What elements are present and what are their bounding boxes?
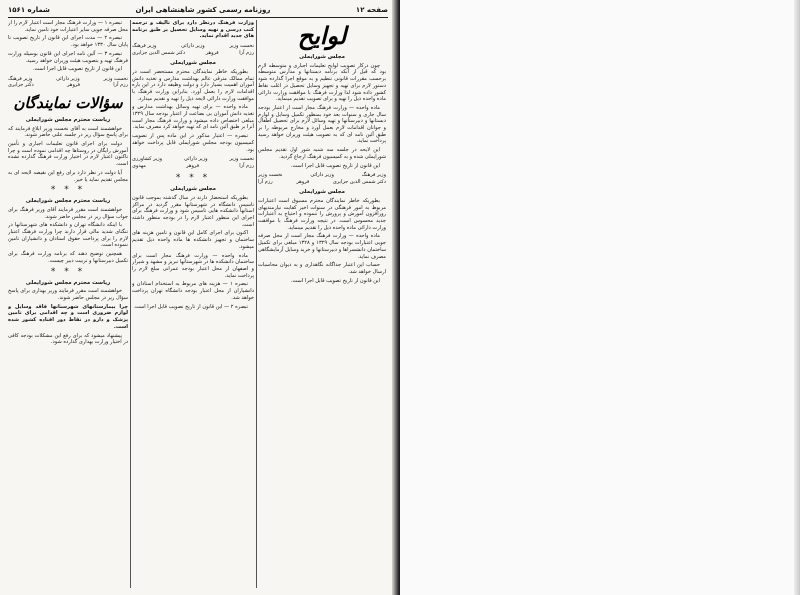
column-divider	[256, 20, 257, 588]
separator-stars: * * *	[175, 173, 211, 184]
addressee-heading: مجلس شورایملی	[299, 189, 345, 196]
signature-name: فروهر	[296, 178, 310, 185]
paragraph: ماده واحده — برای تهیه وسائل بهداشت مدارس و تغذیه دانش آموزان بی بضاعت از اعتبار بودجه سال ۱۳۲۹ مبلغی اختصاص داده میشود و وزارت فرهنگ مجاز است آنرا بر طبق آئین نامه ای که تهیه خواهد کرد مصرف نماید.	[132, 104, 254, 131]
signature-name: دکتر جزایری	[8, 82, 34, 89]
signature-name: مهدوی	[132, 162, 146, 169]
signature-row	[132, 163, 254, 170]
signature-name: نخست وزیر	[229, 156, 254, 163]
paragraph: این قانون از تاریخ تصویب قابل اجرا است.	[290, 162, 380, 169]
separator-stars: * * *	[50, 266, 86, 277]
signature-name: وزیر فرهنگ	[8, 75, 33, 82]
signature-name: رزم آرا	[239, 162, 254, 169]
signature-name: وزیر دارائی	[181, 43, 205, 50]
signature-name: فروهر	[205, 49, 219, 56]
paragraph: این لایحه در جلسه سه شنبه شور اول تقدیم مجلس شورایملی شده و به کمیسیون فرهنگ ارجاع گردید.	[258, 147, 386, 160]
paragraph: این قانون از تاریخ تصویب قابل اجرا است.	[290, 277, 380, 284]
column-divider	[130, 20, 131, 588]
column-left	[8, 20, 128, 588]
paragraph: خواهشمند است مقرر فرمایند وزیر بهداری برای پاسخ سؤال زیر در مجلس حاضر شوند.	[8, 288, 128, 301]
header-page-number: صفحه ۱۲	[355, 5, 388, 14]
addressee-heading: مجلس شورایملی	[170, 186, 216, 193]
paragraph: ماده واحده — وزارت فرهنگ مجاز است از محل صرفه جویی اعتبارات بودجه سال ۱۳۲۹ و ۱۳۲۸ مبلغی برای تکمیل ساختمان دانشسراها و دبیرستانها و خرید وسایل آزمایشگاهی مصرف نماید.	[258, 233, 386, 260]
separator-stars: * * *	[50, 185, 86, 196]
signature-block	[8, 76, 128, 89]
column-right	[258, 20, 386, 588]
signature-name: وزیر دارائی	[310, 172, 334, 179]
signature-name: رزم آرا	[239, 49, 254, 56]
paragraph: پیشنهاد میشود که برای رفع این مشکلات بودجه کافی در اختیار وزارت بهداری گذارده شود.	[8, 332, 128, 346]
paragraph: چرا بیمارستانهای شهرستانها فاقد وسایل و لوازم ضروری است و چه اقدامی برای تامین پزشک و دارو در نقاط دور افتاده کشور شده است.	[8, 303, 128, 330]
paragraph: آیا دولت در نظر دارد برای رفع این نقیصه لایحه ای به مجلس تقدیم نماید یا خیر.	[8, 169, 128, 183]
paragraph: تبصره ۱ — وزارت فرهنگ مجاز است اعتبار لازم را از محل صرفه جویی سایر اعتبارات خود تامین نماید.	[8, 20, 128, 33]
signature-name: نخست وزیر	[258, 172, 283, 179]
addressee-heading: مجلس شورایملی	[299, 54, 345, 60]
right-blank-page	[400, 0, 800, 595]
paragraph: ماده واحده — وزارت فرهنگ مجاز است از اعتبار بودجه سال جاری و سنوات بعد خود بمنظور تکمیل وسایل و لوازم دبستانها و دبیرستانها و تهیه وسائل لازم برای تحصیل اطفال و جوانان اقدامات لازم بعمل آورد و مخارج مربوطه را بر طبق آئین نامه ای که به تصویب هیئت وزیران خواهد رسید پرداخت نماید.	[258, 104, 386, 145]
section-title: سؤالات نمایندگان	[13, 93, 123, 112]
paragraph: دولت برای اجرای قانون تعلیمات اجباری و تأمین آموزش رایگان در روستاها چه اقدامی نموده است و چرا تاکنون اعتبار لازم در اختیار وزارت فرهنگ گذارده نشده است.	[8, 141, 128, 168]
paragraph: تبصره ۲ — مدت اجرای این قانون از تاریخ تصویب تا پایان سال ۱۳۳۰ خواهد بود.	[8, 35, 128, 49]
paragraph: چون درکار تصویب لوایح تعلیمات اجباری و متوسطه لازم بود که قبل از آنکه برنامه دبستانها و مدارس متوسطه برحسب مقررات قانونی تنظیم و به موقع اجرا گذارده شود دستور لازم برای تهیه و تجهیز وسایل تحصیل در اغلب نقاط کشور داده شود لذا وزارت فرهنگ با موافقت وزارت دارائی ماده واحده ذیل را تهیه و برای تصویب تقدیم مینماید.	[258, 62, 386, 103]
signature-block	[132, 156, 254, 169]
header-issue-number: شماره ۱۵۶۱	[8, 5, 50, 14]
paragraph: وزارت فرهنگ درنظر دارد برای تألیف و ترجمه کتب درسی و تهیه وسایل تحصیل بر طبق برنامه های جدید اقدام نماید.	[132, 20, 254, 40]
page-edge-shadow	[794, 0, 800, 595]
paragraph: خواهشمند است مقرر فرمایند آقای وزیر فرهنگ برای جواب سؤال زیر در مجلس حاضر شوند.	[8, 206, 128, 220]
signature-row	[258, 179, 386, 186]
paragraph: خواهشمند است به آقای نخست وزیر ابلاغ فرمایند که برای پاسخ سؤال زیر در جلسه علنی حاضر شوند.	[8, 125, 128, 139]
paragraph: تبصره — اعتبار مذکور در این ماده پس از تصویب کمیسیون بودجه مجلس شورایملی قابل پرداخت خواهد بود.	[132, 133, 254, 153]
paragraph: بطوریکه خاطر نمایندگان محترم مستحضر است در تمام ممالک مترقی عالم بهداشت مدارس و تغذیه دانش آموزان اهمیت بسیار دارد و دولت وظیفه دارد در این باره اقدامات لازم را بعمل آورد. بنابراین وزارت فرهنگ با موافقت وزارت دارائی لایحه ذیل را تهیه و تقدیم میدارد.	[132, 68, 254, 102]
addressee-heading: ریاست محترم مجلس شورایملی	[25, 279, 111, 286]
addressee-heading: ریاست محترم مجلس شورایملی	[25, 116, 111, 123]
paragraph: حساب این اعتبار جداگانه نگاهداری و به دیوان محاسبات ارسال خواهد شد.	[258, 262, 386, 275]
paragraph: با اینکه دانشگاه تهران و دانشکده های شهرستانها در تنگنای شدید مالی قرار دارند چرا وزارت فرهنگ اعتبار لازم را برای پرداخت حقوق استادان و دانشیاران تامین ننموده است.	[8, 222, 128, 249]
paragraph: اکنون برای اجرای کامل این قانون و تامین هزینه های ساختمان و تجهیز دانشکده ها ماده واحده ذیل تقدیم میشود.	[132, 230, 254, 250]
paragraph: تبصره ۲ — این قانون از تاریخ تصویب قابل اجرا است.	[133, 303, 248, 310]
signature-name: وزیر کشاورزی	[132, 156, 163, 163]
page-header	[8, 3, 388, 16]
signature-name: وزیر دارائی	[183, 156, 208, 163]
section-title: لوایح	[297, 21, 347, 50]
column-middle	[132, 20, 254, 588]
paragraph: این قانون از تاریخ تصویب قابل اجرا است.	[32, 66, 122, 73]
signature-name: وزیر دارائی	[56, 75, 80, 82]
signature-name: دکتر شمس الدین جزایری	[332, 178, 386, 185]
paragraph: تبصره ۳ — آئین نامه اجرای این قانون بوسیله وزارت فرهنگ تهیه و بتصویب هیئت وزیران خواهد رسید.	[8, 50, 128, 64]
signature-block	[258, 172, 386, 185]
signature-name: فروهر	[67, 82, 81, 89]
signature-name: فروهر	[186, 162, 200, 169]
paragraph: بطوریکه استحضار دارند در سال گذشته بموجب قانون تاسیس دانشگاه در شهرستانها مقرر گردید در مراکز استانها دانشکده هایی تاسیس شود و وزارت فرهنگ برای اجرای این منظور اعتبار لازم را در بودجه منظور داشته است.	[132, 194, 254, 228]
paragraph: بطوریکه خاطر نمایندگان محترم مسبوق است اعتبارات مربوط به امور فرهنگی در سنوات اخیر کفایت نیازمندیهای روزافزون آموزش و پرورش را ننموده و احتیاج به اعتبارات جدید محسوس است. در نتیجه وزارت فرهنگ با موافقت وزارت دارائی ماده واحده ذیل را تقدیم مینماید.	[258, 197, 386, 231]
signature-name: نخست وزیر	[229, 43, 254, 50]
signature-name: رزم آرا	[258, 178, 273, 185]
signature-name: نخست وزیر	[103, 75, 128, 82]
signature-name: وزیر فرهنگ	[132, 43, 157, 50]
paragraph: تبصره ۱ — هزینه های مربوط به استخدام استادان و دانشیاران از محل اعتبار بودجه دانشگاه تهران پرداخت خواهد شد.	[132, 281, 254, 301]
header-rule	[8, 17, 388, 18]
signature-block	[132, 43, 254, 56]
signature-row	[132, 50, 254, 57]
header-title: روزنامه رسمی کشور شاهنشاهی ایران	[135, 5, 271, 14]
signature-name: دکتر شمس الدین جزایری	[132, 49, 186, 56]
paragraph: ماده واحده — وزارت فرهنگ مجاز است برای ساختمان دانشکده ها در شهرستانها تبریز و مشهد و شیراز و اصفهان از محل اعتبار بودجه عمرانی مبلغ لازم را پرداخت نماید.	[132, 252, 254, 279]
addressee-heading: مجلس شورایملی	[170, 60, 216, 67]
addressee-heading: ریاست محترم مجلس شورایملی	[25, 198, 111, 205]
signature-row	[8, 82, 128, 89]
signature-name: وزیر فرهنگ	[361, 172, 386, 179]
signature-name: رزم آرا	[113, 82, 128, 89]
paragraph: همچنین توضیح دهند که برنامه وزارت فرهنگ برای تکمیل دبیرستانها و تربیت دبیر چیست.	[8, 251, 128, 264]
